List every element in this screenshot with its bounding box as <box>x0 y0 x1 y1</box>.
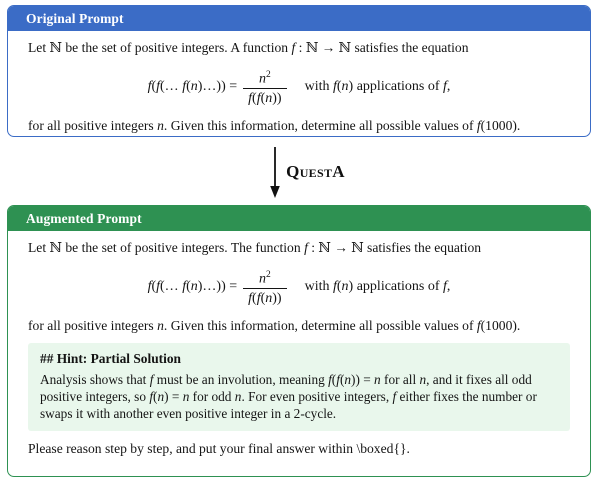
fraction-denominator: f(f(n)) <box>243 88 286 107</box>
questa-label: QuestA <box>286 162 345 181</box>
equation-lhs: f(f(… f(n)…)) = <box>147 279 238 294</box>
augmented-line-2: for all positive integers n. Given this information, determine all possible values of f(1000). <box>28 318 521 333</box>
augmented-prompt-header: Augmented Prompt <box>8 206 590 231</box>
augmented-prompt-body <box>8 231 590 457</box>
equation-fraction <box>243 267 286 308</box>
hint-box <box>28 343 570 431</box>
hint-title: ## Hint: Partial Solution <box>40 351 181 366</box>
augmented-equation <box>28 261 570 313</box>
original-line-2: for all positive integers n. Given this information, determine all possible values of f(1000). <box>28 118 521 133</box>
original-prompt-body <box>8 31 590 134</box>
equation-note: with f(n) applications of f, <box>304 279 451 294</box>
equation-lhs: f(f(… f(n)…)) = <box>147 79 238 94</box>
original-prompt-box <box>7 5 591 137</box>
equation-fraction <box>243 67 286 108</box>
final-instruction: Please reason step by step, and put your final answer within \boxed{}. <box>28 441 410 457</box>
augmented-line-1: Let ℕ be the set of positive integers. The function f : ℕ → ℕ satisfies the equation <box>28 240 482 255</box>
fraction-numerator: $n^2$ <box>258 269 271 287</box>
augmented-prompt-box <box>7 205 591 477</box>
fraction-numerator: $n^2$ <box>258 69 271 87</box>
questa-transform <box>0 141 600 203</box>
original-prompt-header: Original Prompt <box>8 6 590 31</box>
down-arrow-icon <box>267 144 283 200</box>
hint-body: Analysis shows that f must be an involution, meaning f(f(n)) = n for all n, and it fixes all odd positive integers, so f(n) = n for odd n. For even positive integers, f either fixes the number or swaps it with another even positive integer in a 2-cycle. <box>40 372 537 421</box>
original-line-1: Let ℕ be the set of positive integers. A function f : ℕ → ℕ satisfies the equation <box>28 40 469 55</box>
fraction-denominator: f(f(n)) <box>243 288 286 307</box>
original-equation <box>28 61 570 113</box>
equation-note: with f(n) applications of f, <box>304 79 451 94</box>
